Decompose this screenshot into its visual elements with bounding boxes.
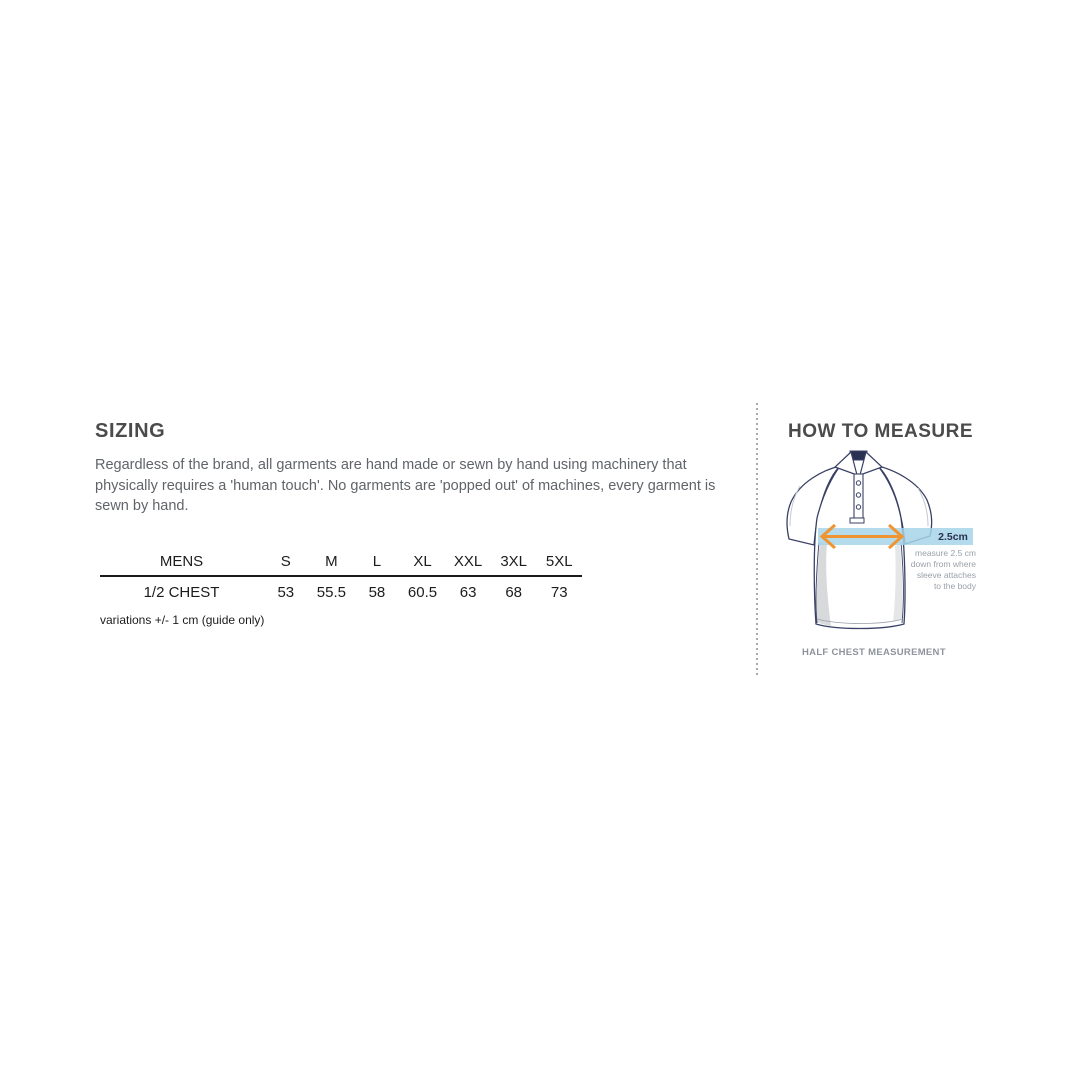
half-chest-value-xl: 60.5 — [407, 583, 438, 601]
annotation-line: to the body — [933, 581, 976, 591]
size-chart-header-row — [100, 549, 582, 573]
how-to-measure-title: HOW TO MEASURE — [788, 421, 974, 442]
annotation-line: sleeve attaches — [916, 570, 976, 580]
half-chest-value-s: 53 — [277, 583, 295, 601]
column-header-l: L — [372, 552, 382, 570]
column-header-m: M — [325, 552, 338, 570]
description-line: Regardless of the brand, all garments are hand made or sewn by hand using machinery that — [95, 457, 687, 473]
sizing-title: SIZING — [95, 420, 166, 442]
half-chest-value-5xl: 73 — [550, 583, 568, 601]
description-line: sewn by hand. — [95, 498, 189, 514]
band-measurement-label: 2.5cm — [938, 531, 968, 543]
row-label-half-chest: 1/2 CHEST — [143, 583, 220, 601]
figure-caption: HALF CHEST MEASUREMENT — [802, 647, 946, 658]
measure-annotation — [876, 548, 976, 592]
column-header-xl: XL — [413, 552, 432, 570]
section-divider — [756, 403, 758, 677]
annotation-line: measure 2.5 cm — [915, 548, 976, 558]
column-header-xxl: XXL — [453, 552, 483, 570]
column-header-s: S — [280, 552, 291, 570]
column-header-mens: MENS — [159, 552, 204, 570]
polo-shirt-illustration — [778, 446, 978, 646]
description-line: physically requires a 'human touch'. No garments are 'popped out' of machines, every garment is — [95, 477, 716, 494]
half-chest-value-m: 55.5 — [316, 583, 346, 601]
half-chest-value-xxl: 63 — [459, 583, 477, 601]
table-row — [100, 577, 582, 607]
size-chart-table — [100, 549, 582, 627]
half-chest-value-3xl: 68 — [505, 583, 523, 601]
annotation-line: down from where — [910, 559, 976, 569]
half-chest-value-l: 58 — [368, 583, 386, 601]
column-header-3xl: 3XL — [500, 552, 528, 570]
column-header-5xl: 5XL — [545, 552, 573, 570]
sizing-description — [95, 455, 735, 517]
variations-note: variations +/- 1 cm (guide only) — [100, 613, 265, 627]
